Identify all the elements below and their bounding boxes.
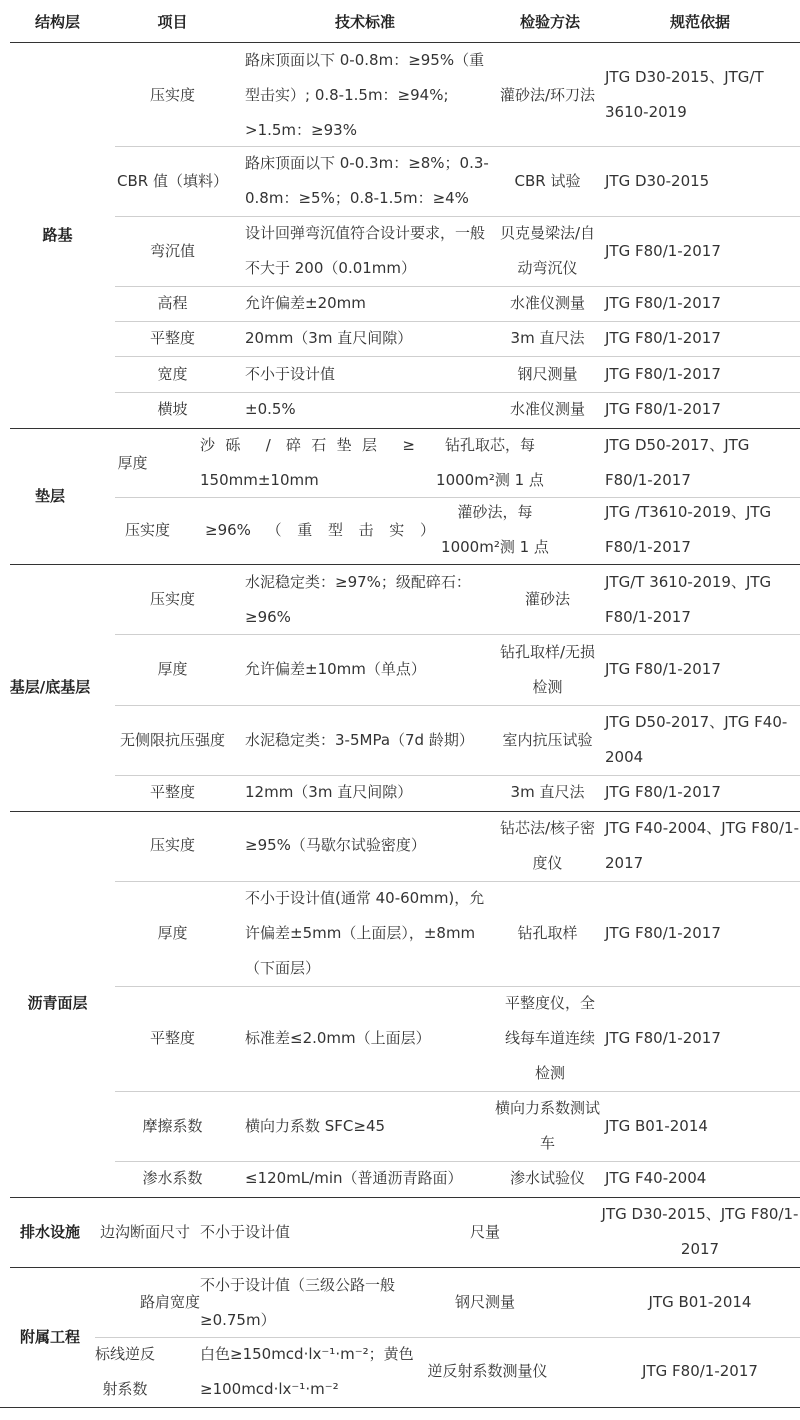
row-standard: 12mm（3m 直尺间隙） xyxy=(245,783,413,801)
row-spec: JTG F40-2004 xyxy=(605,1169,707,1187)
row-item: 压实度 xyxy=(124,520,170,539)
row-spec: JTG F80/1-2017 xyxy=(605,1029,721,1047)
row-spec: JTG D30-2015 xyxy=(605,171,710,190)
row-method: 尺量 xyxy=(469,1222,500,1241)
row-item: 横坡 xyxy=(157,400,188,418)
row-spec: JTG F80/1-2017 xyxy=(605,660,721,678)
row-spec: JTG F80/1-2017 xyxy=(605,400,721,418)
row-method: 室内抗压试验 xyxy=(502,730,593,749)
row-spec: JTG F80/1-2017 xyxy=(605,924,721,942)
row-method: CBR 试验 xyxy=(514,171,581,190)
row-spec: JTG D50-2017、JTG F80/1-2017 xyxy=(605,436,750,489)
row-standard: ≥96%（重型击实） xyxy=(205,520,435,539)
row-standard: 标准差≤2.0mm（上面层） xyxy=(245,1029,431,1047)
row-item: 厚度 xyxy=(157,660,188,678)
row-standard: 路床顶面以下 0-0.3m：≥8%；0.3-0.8m：≥5%；0.8-1.5m：≥4% xyxy=(245,154,489,207)
row-standard: 白色≥150mcd·lx⁻¹·m⁻²；黄色≥100mcd·lx⁻¹·m⁻² xyxy=(200,1344,414,1398)
row-method: 灌砂法/环刀法 xyxy=(499,85,596,104)
row-standard: 设计回弹弯沉值符合设计要求，一般不大于 200（0.01mm） xyxy=(245,224,486,277)
row-method: 钻孔取芯，每 1000m²测 1 点 xyxy=(436,436,544,489)
row-item: 压实度 xyxy=(149,590,195,608)
row-item: 压实度 xyxy=(149,836,195,854)
row-method: 钻芯法/核子密度仪 xyxy=(499,818,596,872)
row-spec: JTG F80/1-2017 xyxy=(605,783,721,801)
row-method: 3m 直尺法 xyxy=(510,783,585,801)
row-item: 高程 xyxy=(157,294,188,312)
header-layer: 结构层 xyxy=(34,12,80,31)
row-method: 灌砂法 xyxy=(524,590,570,608)
row-standard: ≥95%（马歇尔试验密度） xyxy=(245,836,426,854)
header-method: 检验方法 xyxy=(519,12,580,31)
row-item: 平整度 xyxy=(149,783,195,801)
header-item: 项目 xyxy=(157,12,188,31)
row-method: 逆反射系数测量仪 xyxy=(427,1362,548,1380)
row-item: 弯沉值 xyxy=(149,241,195,260)
layer-4: 排水设施 xyxy=(19,1222,80,1241)
row-spec: JTG F80/1-2017 xyxy=(605,364,721,383)
header-standard: 技术标准 xyxy=(334,12,395,31)
row-item: 路肩宽度 xyxy=(139,1293,200,1311)
row-standard: 不小于设计值(通常 40-60mm)，允许偏差±5mm（上面层），±8mm（下面层） xyxy=(245,889,485,977)
layer-1: 垫层 xyxy=(34,486,65,505)
row-item: 压实度 xyxy=(149,85,195,104)
row-standard: 水泥稳定类：≥97%；级配碎石：≥96% xyxy=(245,572,471,626)
row-standard: 沙砾 / 碎石垫层 ≥ 150mm±10mm xyxy=(200,436,415,489)
row-standard: 路床顶面以下 0-0.8m：≥95%（重型击实）; 0.8-1.5m：≥94%; >1.5m：≥93% xyxy=(245,50,485,139)
row-item: 标线逆反射系数 xyxy=(95,1344,156,1398)
row-item: 宽度 xyxy=(157,364,188,383)
row-spec: JTG B01-2014 xyxy=(648,1293,752,1311)
layer-0: 路基 xyxy=(42,226,73,244)
row-method: 平整度仪，全线每车道连续检测 xyxy=(505,994,596,1082)
row-method: 水准仪测量 xyxy=(509,294,585,312)
row-method: 钻孔取样/无损检测 xyxy=(499,642,596,696)
row-method: 钢尺测量 xyxy=(517,364,578,383)
row-spec: JTG D30-2015、JTG F80/1-2017 xyxy=(601,1205,799,1258)
row-standard: 允许偏差±20mm xyxy=(245,294,366,312)
row-spec: JTG /T3610-2019、JTG F80/1-2017 xyxy=(605,503,772,556)
row-item: 厚度 xyxy=(117,453,148,472)
row-item: 无侧限抗压强度 xyxy=(119,730,225,749)
row-item: 摩擦系数 xyxy=(142,1116,203,1135)
row-spec: JTG/T 3610-2019、JTG F80/1-2017 xyxy=(605,572,772,626)
row-spec: JTG D30-2015、JTG/T 3610-2019 xyxy=(605,68,764,121)
row-method: 水准仪测量 xyxy=(509,400,585,418)
header-spec: 规范依据 xyxy=(669,12,730,31)
row-standard: 不小于设计值（三级公路一般≥0.75m） xyxy=(200,1275,396,1329)
row-standard: 20mm（3m 直尺间隙） xyxy=(245,329,413,347)
row-standard: 不小于设计值 xyxy=(200,1222,291,1241)
row-item: 渗水系数 xyxy=(142,1169,203,1187)
row-spec: JTG F80/1-2017 xyxy=(642,1362,758,1380)
row-spec: JTG F40-2004、JTG F80/1-2017 xyxy=(605,818,799,872)
section-divider xyxy=(0,1407,800,1408)
row-standard: 不小于设计值 xyxy=(245,364,336,383)
row-standard: 横向力系数 SFC≥45 xyxy=(245,1116,386,1135)
row-item: 平整度 xyxy=(149,1029,195,1047)
row-item: CBR 值（填料） xyxy=(117,171,228,190)
row-item: 边沟断面尺寸 xyxy=(99,1222,190,1241)
row-standard: 水泥稳定类：3-5MPa（7d 龄期） xyxy=(245,730,474,749)
row-spec: JTG F80/1-2017 xyxy=(605,294,721,312)
row-spec: JTG F80/1-2017 xyxy=(605,329,721,347)
row-method: 渗水试验仪 xyxy=(509,1169,585,1187)
row-method: 钢尺测量 xyxy=(454,1293,515,1311)
row-method: 贝克曼梁法/自动弯沉仪 xyxy=(499,224,596,277)
row-method: 钻孔取样 xyxy=(517,924,578,942)
row-spec: JTG F80/1-2017 xyxy=(605,241,721,260)
layer-5: 附属工程 xyxy=(19,1327,80,1346)
row-spec: JTG B01-2014 xyxy=(605,1116,708,1135)
row-item: 平整度 xyxy=(149,329,195,347)
row-method: 灌砂法，每 1000m²测 1 点 xyxy=(441,503,549,556)
row-standard: ≤120mL/min（普通沥青路面） xyxy=(245,1169,463,1187)
row-spec: JTG D50-2017、JTG F40-2004 xyxy=(605,713,788,766)
layer-2: 基层/底基层 xyxy=(9,678,91,696)
row-item: 厚度 xyxy=(157,924,188,942)
row-standard: ±0.5% xyxy=(245,400,296,418)
row-standard: 允许偏差±10mm（单点） xyxy=(245,660,426,678)
layer-3: 沥青面层 xyxy=(27,993,88,1012)
row-method: 3m 直尺法 xyxy=(510,329,585,347)
row-method: 横向力系数测试车 xyxy=(495,1099,601,1152)
